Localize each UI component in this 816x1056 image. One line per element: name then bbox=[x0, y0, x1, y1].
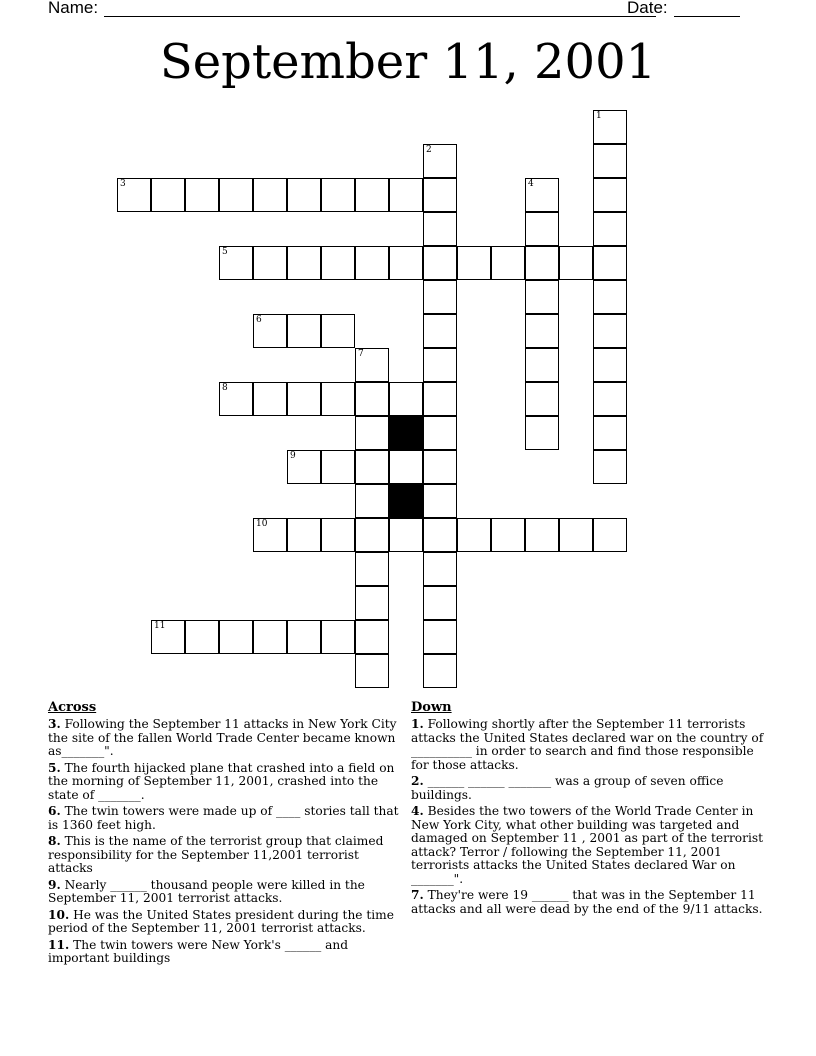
grid-cell[interactable] bbox=[525, 246, 559, 280]
grid-cell[interactable] bbox=[389, 518, 423, 552]
cell-number: 2 bbox=[426, 145, 432, 155]
clue-across-5 bbox=[48, 762, 402, 803]
grid-cell[interactable] bbox=[423, 620, 457, 654]
grid-cell[interactable] bbox=[423, 280, 457, 314]
grid-cell[interactable] bbox=[117, 178, 151, 212]
grid-cell[interactable] bbox=[423, 518, 457, 552]
clue-number: 6. bbox=[48, 804, 61, 818]
down-heading: Down bbox=[411, 700, 452, 715]
clue-text: The fourth hijacked plane that crashed into a field on the morning of September 11, 2001, crashed into the state of _______. bbox=[48, 760, 395, 802]
grid-cell[interactable] bbox=[593, 144, 627, 178]
clue-across-10 bbox=[48, 909, 402, 936]
grid-cell[interactable] bbox=[253, 620, 287, 654]
grid-cell[interactable] bbox=[423, 246, 457, 280]
grid-cell[interactable] bbox=[593, 246, 627, 280]
clue-text: Besides the two towers of the World Trade Center in New York City, what other building was targeted and damaged on September 11 , 2001 as part of the terrorist attack? Terror / following the September 11, 2001 terrorists attacks the United States declared War on _______". bbox=[411, 804, 763, 886]
grid-cell[interactable] bbox=[457, 518, 491, 552]
clue-down-2 bbox=[411, 775, 773, 802]
grid-cell[interactable] bbox=[219, 178, 253, 212]
black-square bbox=[389, 416, 423, 450]
grid-cell[interactable] bbox=[593, 416, 627, 450]
cell-number: 3 bbox=[120, 179, 126, 189]
cell-number: 5 bbox=[222, 247, 228, 257]
grid-cell[interactable] bbox=[423, 552, 457, 586]
grid-cell[interactable] bbox=[321, 450, 355, 484]
date-label: Date: bbox=[627, 0, 668, 17]
grid-cell[interactable] bbox=[321, 620, 355, 654]
grid-cell[interactable] bbox=[355, 620, 389, 654]
clue-across-8 bbox=[48, 835, 402, 876]
grid-cell[interactable] bbox=[355, 450, 389, 484]
clue-number: 11. bbox=[48, 937, 70, 952]
clue-text: Following the September 11 attacks in New York City the site of the fallen World Trade Center became known as_______". bbox=[48, 717, 397, 758]
grid-cell[interactable] bbox=[423, 144, 457, 178]
clue-across-11 bbox=[48, 939, 402, 966]
grid-cell[interactable] bbox=[389, 450, 423, 484]
cell-number: 11 bbox=[154, 621, 166, 631]
clue-text: The twin towers were New York's ______ and important buildings bbox=[48, 937, 349, 965]
grid-cell[interactable] bbox=[491, 246, 525, 280]
clue-number: 7. bbox=[411, 888, 424, 902]
grid-cell[interactable] bbox=[185, 620, 219, 654]
grid-cell[interactable] bbox=[287, 314, 321, 348]
grid-cell[interactable] bbox=[593, 348, 627, 382]
grid-cell[interactable] bbox=[593, 314, 627, 348]
grid-cell[interactable] bbox=[593, 450, 627, 484]
grid-cell[interactable] bbox=[219, 382, 253, 416]
grid-cell[interactable] bbox=[423, 586, 457, 620]
grid-cell[interactable] bbox=[219, 246, 253, 280]
clue-across-6 bbox=[48, 805, 402, 832]
clue-down-1 bbox=[411, 718, 773, 772]
grid-cell[interactable] bbox=[525, 382, 559, 416]
grid-cell[interactable] bbox=[525, 416, 559, 450]
grid-cell[interactable] bbox=[559, 246, 593, 280]
cell-number: 1 bbox=[596, 111, 602, 121]
clue-number: 5. bbox=[48, 760, 61, 775]
grid-cell[interactable] bbox=[525, 280, 559, 314]
grid-cell[interactable] bbox=[321, 246, 355, 280]
grid-cell[interactable] bbox=[423, 450, 457, 484]
grid-cell[interactable] bbox=[423, 314, 457, 348]
grid-cell[interactable] bbox=[287, 620, 321, 654]
grid-cell[interactable] bbox=[355, 382, 389, 416]
page-title: September 11, 2001 bbox=[159, 34, 657, 90]
grid-cell[interactable] bbox=[321, 178, 355, 212]
grid-cell[interactable] bbox=[355, 518, 389, 552]
clue-down-4 bbox=[411, 805, 773, 886]
cell-number: 8 bbox=[222, 383, 228, 393]
grid-cell[interactable] bbox=[355, 178, 389, 212]
clue-number: 3. bbox=[48, 717, 61, 731]
grid-cell[interactable] bbox=[355, 552, 389, 586]
grid-cell[interactable] bbox=[457, 246, 491, 280]
grid-cell[interactable] bbox=[525, 348, 559, 382]
clue-text: Nearly ______ thousand people were killed in the September 11, 2001 terrorist attacks. bbox=[48, 877, 365, 905]
cell-number: 6 bbox=[256, 315, 262, 325]
name-label: Name: bbox=[48, 0, 99, 17]
clue-across-3 bbox=[48, 718, 402, 759]
grid-cell[interactable] bbox=[559, 518, 593, 552]
grid-cell[interactable] bbox=[253, 178, 287, 212]
grid-cell[interactable] bbox=[355, 586, 389, 620]
grid-cell[interactable] bbox=[423, 416, 457, 450]
grid-cell[interactable] bbox=[525, 212, 559, 246]
grid-cell[interactable] bbox=[389, 246, 423, 280]
grid-cell[interactable] bbox=[389, 178, 423, 212]
grid-cell[interactable] bbox=[423, 212, 457, 246]
grid-cell[interactable] bbox=[151, 620, 185, 654]
cell-number: 10 bbox=[256, 519, 268, 529]
clue-text: He was the United States president during the time period of the September 11, 2001 terrorist attacks. bbox=[48, 907, 394, 935]
grid-cell[interactable] bbox=[593, 212, 627, 246]
grid-cell[interactable] bbox=[287, 518, 321, 552]
grid-cell[interactable] bbox=[151, 178, 185, 212]
clue-text: Following shortly after the September 11 terrorists attacks the United States declared war on the country of __________ in order to search and find those responsible for those attacks. bbox=[411, 717, 764, 772]
clue-text: ______ ______ _______ was a group of seven office buildings. bbox=[411, 774, 724, 802]
grid-cell[interactable] bbox=[321, 518, 355, 552]
cell-number: 4 bbox=[528, 179, 534, 189]
clue-text: The twin towers were made up of ____ stories tall that is 1360 feet high. bbox=[48, 804, 399, 832]
across-clues bbox=[48, 700, 402, 969]
grid-cell[interactable] bbox=[491, 518, 525, 552]
clue-number: 1. bbox=[411, 717, 424, 731]
grid-cell[interactable] bbox=[287, 382, 321, 416]
clue-text: This is the name of the terrorist group that claimed responsibility for the September 11,2001 terrorist attacks bbox=[48, 834, 384, 875]
grid-cell[interactable] bbox=[355, 348, 389, 382]
black-square bbox=[389, 484, 423, 518]
grid-cell[interactable] bbox=[525, 178, 559, 212]
grid-cell[interactable] bbox=[185, 178, 219, 212]
grid-cell[interactable] bbox=[321, 382, 355, 416]
grid-cell[interactable] bbox=[593, 110, 627, 144]
grid-cell[interactable] bbox=[593, 518, 627, 552]
grid-cell[interactable] bbox=[253, 382, 287, 416]
grid-cell[interactable] bbox=[423, 484, 457, 518]
grid-cell[interactable] bbox=[525, 518, 559, 552]
grid-cell[interactable] bbox=[355, 246, 389, 280]
grid-cell[interactable] bbox=[423, 348, 457, 382]
clue-number: 2. bbox=[411, 774, 424, 788]
grid-cell[interactable] bbox=[253, 314, 287, 348]
grid-cell[interactable] bbox=[525, 314, 559, 348]
grid-cell[interactable] bbox=[355, 654, 389, 688]
grid-cell[interactable] bbox=[423, 178, 457, 212]
cell-number: 7 bbox=[358, 349, 364, 359]
grid-cell[interactable] bbox=[219, 620, 253, 654]
clue-number: 10. bbox=[48, 907, 70, 922]
grid-cell[interactable] bbox=[423, 654, 457, 688]
clue-number: 8. bbox=[48, 834, 61, 848]
clue-number: 4. bbox=[411, 804, 424, 818]
grid-cell[interactable] bbox=[253, 518, 287, 552]
grid-cell[interactable] bbox=[287, 178, 321, 212]
clue-number: 9. bbox=[48, 877, 61, 892]
grid-cell[interactable] bbox=[321, 314, 355, 348]
grid-cell[interactable] bbox=[253, 246, 287, 280]
down-clues bbox=[411, 700, 773, 919]
clue-across-9 bbox=[48, 879, 402, 906]
clue-down-7 bbox=[411, 889, 773, 916]
grid-cell[interactable] bbox=[287, 450, 321, 484]
grid-cell[interactable] bbox=[287, 246, 321, 280]
across-heading: Across bbox=[48, 700, 97, 715]
grid-cell[interactable] bbox=[423, 382, 457, 416]
cell-number: 9 bbox=[290, 451, 296, 461]
grid-cell[interactable] bbox=[355, 484, 389, 518]
grid-cell[interactable] bbox=[389, 382, 423, 416]
grid-cell[interactable] bbox=[593, 178, 627, 212]
grid-cell[interactable] bbox=[593, 280, 627, 314]
grid-cell[interactable] bbox=[355, 416, 389, 450]
clue-text: They're were 19 ______ that was in the September 11 attacks and all were dead by the end of the 9/11 attacks. bbox=[411, 888, 763, 916]
grid-cell[interactable] bbox=[593, 382, 627, 416]
